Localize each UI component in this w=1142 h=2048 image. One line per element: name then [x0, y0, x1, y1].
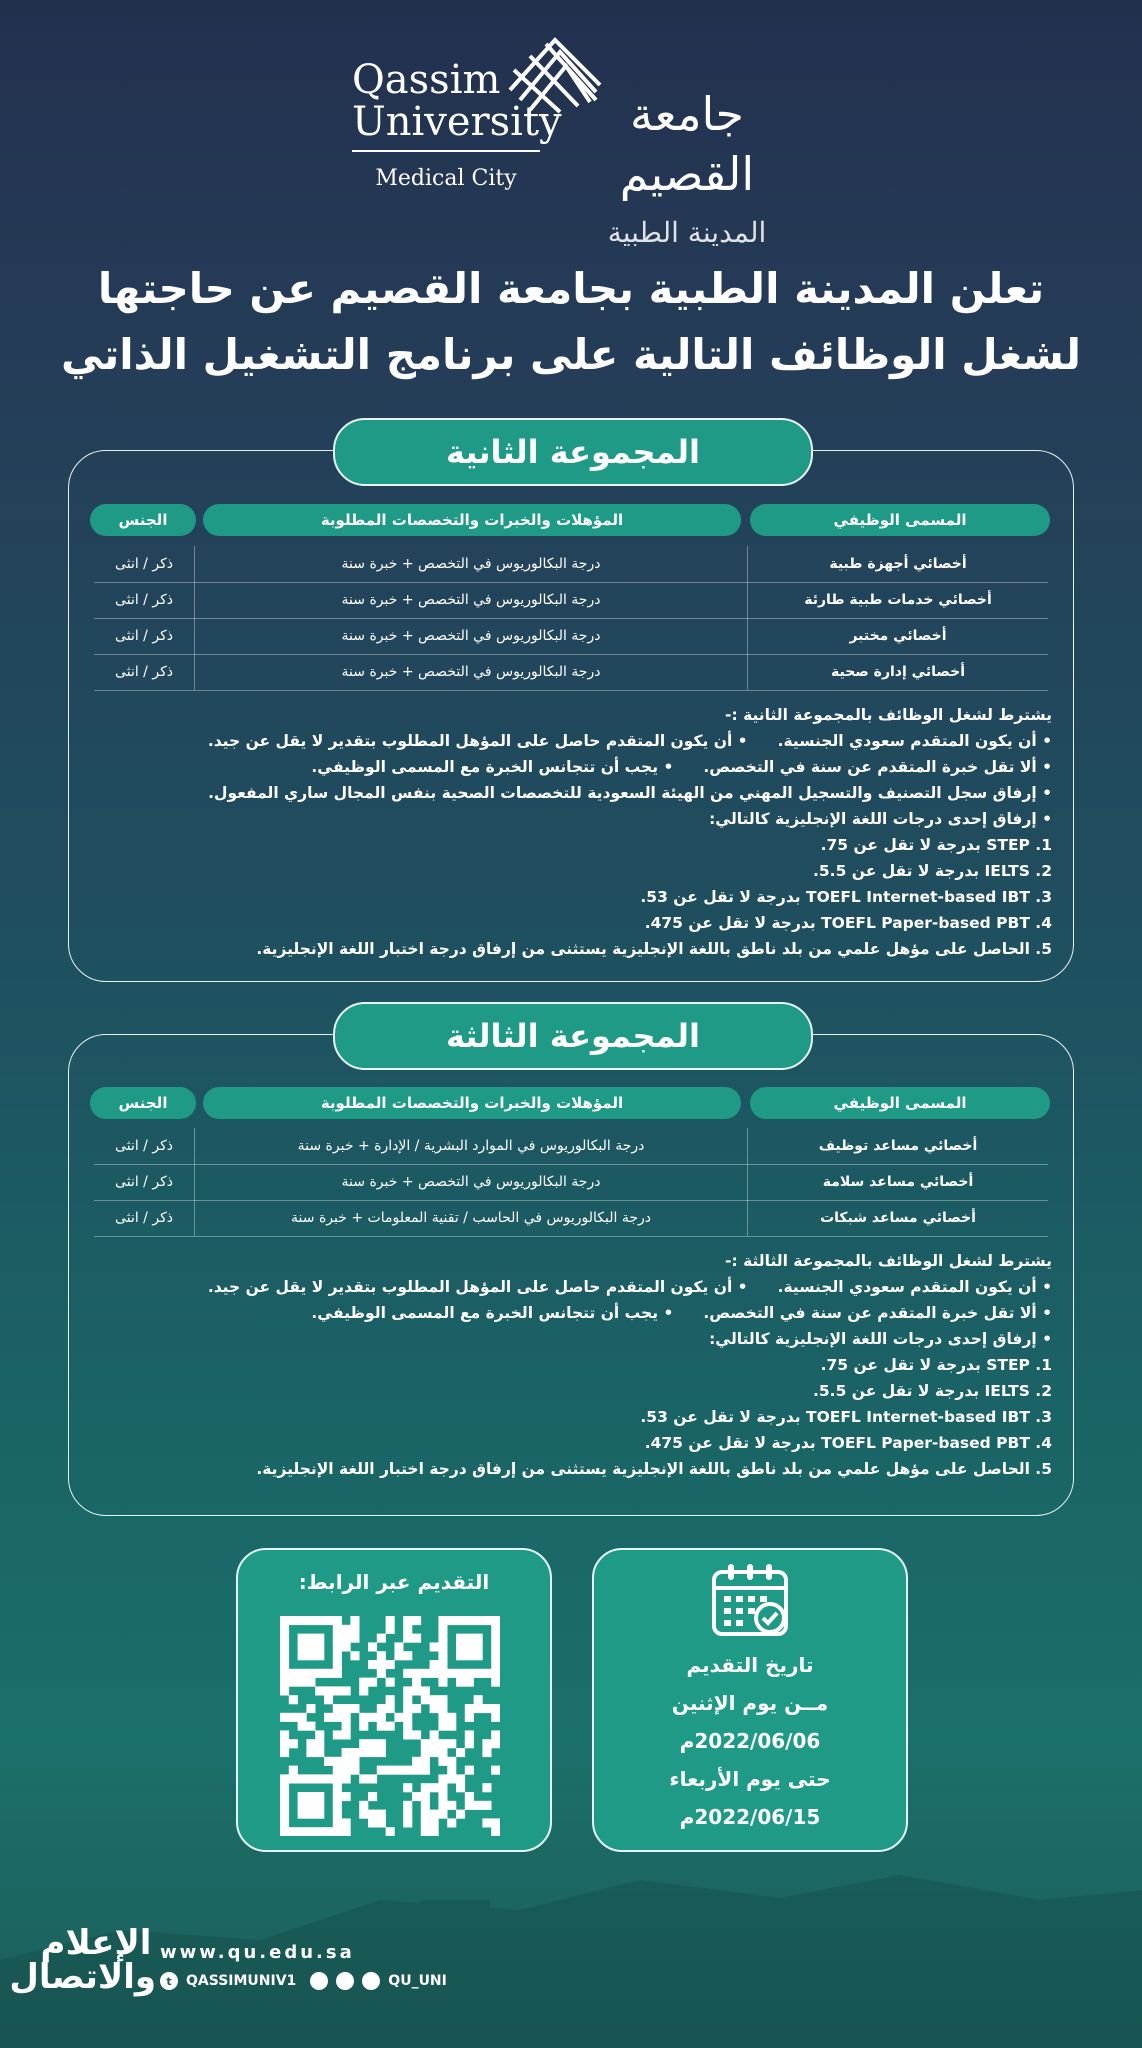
table-row [94, 1128, 1048, 1165]
group2-requirements [112, 702, 1052, 962]
job-gender: ذكر / انثى [115, 592, 173, 608]
social-bar [160, 1972, 447, 1990]
job-qualification: درجة البكالوريوس في التخصص + خبرة سنة [194, 618, 747, 654]
job-title: أخصائي مساعد توظيف [747, 1128, 1048, 1164]
eng-item: 1. STEP بدرجة لا تقل عن 75. [820, 836, 1052, 854]
eng-item: 3. TOEFL Internet-based IBT بدرجة لا تقل عن 53. [640, 888, 1052, 906]
req-item: • أن يكون المتقدم حاصل على المؤهل المطلوب بتقدير لا يقل عن جيد. [207, 1278, 748, 1296]
announcement-line2: لشغل الوظائف التالية على برنامج التشغيل الذاتي [60, 330, 1082, 379]
req-item: • أن يكون المتقدم حاصل على المؤهل المطلوب بتقدير لا يقل عن جيد. [207, 732, 748, 750]
apply-link-title: التقديم عبر الرابط: [298, 1570, 490, 1594]
req-item: • يجب أن تتجانس الخبرة مع المسمى الوظيفي. [311, 758, 674, 776]
logo-en-line2: University [352, 99, 562, 145]
date-from: مــن يوم الإثنين [671, 1691, 829, 1715]
req-item: • إرفاق إحدى درجات اللغة الإنجليزية كالتالي: [709, 810, 1052, 828]
logo-ar-sub: المدينة الطبية [607, 216, 767, 249]
date-from-value: 2022/06/06م [679, 1729, 821, 1753]
col-header-title: المسمى الوظيفي [750, 504, 1050, 536]
date-title: تاريخ التقديم [686, 1653, 814, 1677]
website-link[interactable]: www.qu.edu.sa [160, 1942, 355, 1963]
qassim-university-logo-ar [582, 84, 792, 249]
eng-item: 1. STEP بدرجة لا تقل عن 75. [820, 1356, 1052, 1374]
table-row [94, 582, 1048, 619]
eng-item: 5. الحاصل على مؤهل علمي من بلد ناطق باللغة الإنجليزية يستثنى من إرفاق درجة اختبار اللغة الإنجليزية. [256, 1460, 1052, 1478]
req-item: • يجب أن تتجانس الخبرة مع المسمى الوظيفي. [311, 1304, 674, 1322]
twitter-handle[interactable]: QASSIMUNIV1 [186, 1973, 297, 1989]
req-pair [112, 754, 1052, 780]
job-qualification: درجة البكالوريوس في التخصص + خبرة سنة [194, 582, 747, 618]
eng-item: 5. الحاصل على مؤهل علمي من بلد ناطق باللغة الإنجليزية يستثنى من إرفاق درجة اختبار اللغة الإنجليزية. [256, 940, 1052, 958]
req-heading: يشترط لشغل الوظائف بالمجموعة الثانية :- [725, 706, 1052, 724]
eng-item: 3. TOEFL Internet-based IBT بدرجة لا تقل عن 53. [640, 1408, 1052, 1426]
req-pair [112, 1300, 1052, 1326]
qr-code[interactable] [280, 1616, 500, 1836]
req-pair [112, 728, 1052, 754]
job-title: أخصائي مساعد سلامة [747, 1164, 1048, 1200]
req-item: • أن يكون المتقدم سعودي الجنسية. [777, 1278, 1052, 1296]
job-gender: ذكر / انثى [115, 1174, 173, 1190]
instagram-icon[interactable] [336, 1972, 354, 1990]
social-handle[interactable]: QU_UNI [388, 1973, 447, 1989]
job-gender: ذكر / انثى [115, 1210, 173, 1226]
job-gender: ذكر / انثى [115, 556, 173, 572]
job-title: أخصائي إدارة صحية [747, 654, 1048, 690]
job-title: أخصائي خدمات طبية طارئة [747, 582, 1048, 618]
req-item: • ألا تقل خبرة المتقدم عن سنة في التخصص. [703, 758, 1052, 776]
snapchat-icon[interactable] [310, 1972, 328, 1990]
date-to: حتى يوم الأربعاء [669, 1767, 831, 1791]
col-header-gender: الجنس [90, 1087, 196, 1119]
logo-en-line1: Qassim [352, 57, 501, 103]
eng-item: 4. TOEFL Paper-based PBT بدرجة لا تقل عن 475. [644, 1434, 1052, 1452]
eng-item: 2. IELTS بدرجة لا تقل عن 5.5. [813, 1382, 1052, 1400]
logo-en-sub: Medical City [375, 166, 517, 191]
req-pair [112, 1274, 1052, 1300]
req-heading: يشترط لشغل الوظائف بالمجموعة الثالثة :- [725, 1252, 1052, 1270]
req-item: • إرفاق إحدى درجات اللغة الإنجليزية كالتالي: [709, 1330, 1052, 1348]
twitter-icon[interactable]: t [160, 1972, 178, 1990]
announcement-line1: تعلن المدينة الطبية بجامعة القصيم عن حاجتها [97, 264, 1045, 313]
media-logo: الإعلام والاتصال [9, 1923, 156, 1997]
job-qualification: درجة البكالوريوس في التخصص + خبرة سنة [194, 1164, 747, 1200]
table-row [94, 618, 1048, 655]
job-gender: ذكر / انثى [115, 664, 173, 680]
col-header-qualifications: المؤهلات والخبرات والتخصصات المطلوبة [203, 1087, 741, 1119]
table-row [94, 1164, 1048, 1201]
date-to-value: 2022/06/15م [679, 1805, 821, 1829]
table-row [94, 1200, 1048, 1237]
application-dates [594, 1646, 906, 1836]
application-date-card [592, 1548, 908, 1852]
req-item: • أن يكون المتقدم سعودي الجنسية. [777, 732, 1052, 750]
req-item: • إرفاق سجل التصنيف والتسجيل المهني من الهيئة السعودية للتخصصات الصحية بنفس المجال ساري المفعول. [208, 784, 1052, 802]
col-header-gender: الجنس [90, 504, 196, 536]
logo-divider [352, 150, 540, 152]
eng-item: 2. IELTS بدرجة لا تقل عن 5.5. [813, 862, 1052, 880]
col-header-title: المسمى الوظيفي [750, 1087, 1050, 1119]
campus-skyline-image [0, 1780, 1142, 2048]
job-qualification: درجة البكالوريوس في الحاسب / تقنية المعلومات + خبرة سنة [194, 1200, 747, 1236]
group3-title: المجموعة الثالثة [333, 1002, 813, 1070]
job-gender: ذكر / انثى [115, 628, 173, 644]
group2-title: المجموعة الثانية [333, 418, 813, 486]
job-title: أخصائي أجهزة طبية [747, 546, 1048, 582]
job-qualification: درجة البكالوريوس في التخصص + خبرة سنة [194, 654, 747, 690]
job-gender: ذكر / انثى [115, 1138, 173, 1154]
job-title: أخصائي مختبر [747, 618, 1048, 654]
job-qualification: درجة البكالوريوس في التخصص + خبرة سنة [194, 546, 747, 582]
apply-link-card [236, 1548, 552, 1852]
youtube-icon[interactable] [362, 1972, 380, 1990]
calendar-check-icon [710, 1562, 790, 1638]
table-row [94, 654, 1048, 691]
job-qualification: درجة البكالوريوس في الموارد البشرية / الإدارة + خبرة سنة [194, 1128, 747, 1164]
announcement-title [60, 256, 1082, 388]
eng-item: 4. TOEFL Paper-based PBT بدرجة لا تقل عن 475. [644, 914, 1052, 932]
req-item: • ألا تقل خبرة المتقدم عن سنة في التخصص. [703, 1304, 1052, 1322]
group3-requirements [112, 1248, 1052, 1482]
logo-ar-main: جامعة القصيم [619, 87, 755, 201]
table-row [94, 546, 1048, 583]
col-header-qualifications: المؤهلات والخبرات والتخصصات المطلوبة [203, 504, 741, 536]
job-title: أخصائي مساعد شبكات [747, 1200, 1048, 1236]
